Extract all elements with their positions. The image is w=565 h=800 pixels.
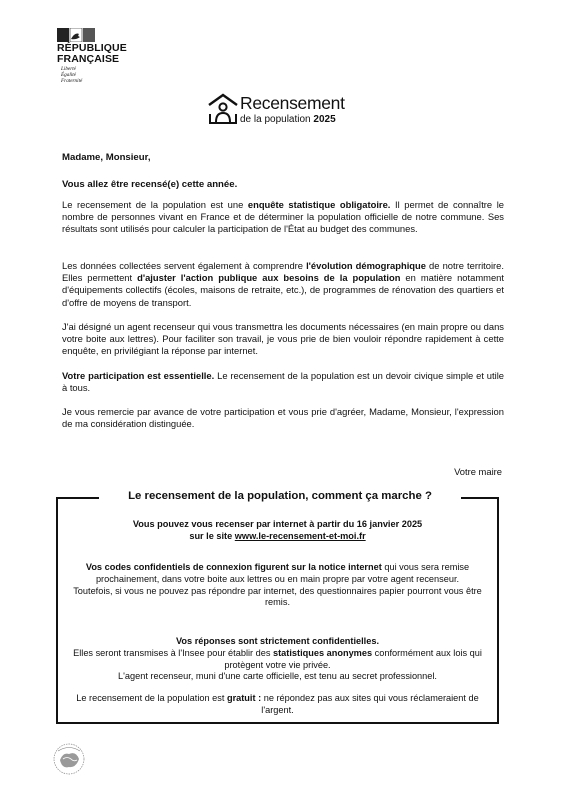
- paragraph-closing: Je vous remercie par avance de votre participation et vous prie d'agréer, Madame, Monsieur, l'expression de ma considération distinguée.: [62, 406, 504, 430]
- republique-francaise-name: [57, 43, 127, 64]
- republic-line-1: RÉPUBLIQUE: [57, 42, 127, 54]
- salutation: Madame, Monsieur,: [62, 152, 151, 163]
- census-logo-title: Recensement: [240, 93, 345, 113]
- motto: [61, 66, 82, 84]
- signature: Votre maire: [454, 466, 502, 477]
- republic-line-2: FRANÇAISE: [57, 52, 120, 65]
- paragraph-purpose: Le recensement de la population est une enquête statistique obligatoire. Il permet de connaître le nombre de personnes vivant en France et de déterminer la population officielle de notre commune. Ses résultats sont utilisés pour calculer la participation de l'État au budget des communes.: [62, 199, 505, 235]
- house-person-icon: [206, 92, 240, 126]
- info-box-title: Le recensement de la population, comment ça marche ?: [99, 487, 461, 505]
- free-info: Le recensement de la population est gratuit : ne répondez pas aux sites qui vous réclameraient de l'argent.: [76, 693, 479, 715]
- census-year: 2025: [313, 114, 336, 125]
- motto-liberte: Liberté: [61, 66, 76, 72]
- marianne-logo-icon: [57, 28, 95, 42]
- paragraph-agent: J'ai désigné un agent recenseur qui vous transmettra les documents nécessaires (en main propre ou dans votre boite aux lettres). Pour faciliter son travail, je vous prie de bien vouloir répondre rapidement à cette enquête, en privilégiant la réponse par internet.: [62, 321, 504, 357]
- paragraph-data-usage: Les données collectées servent également à comprendre l'évolution démographique de notre territoire. Elles permettent d'ajuster l'action publique aux besoins de la population en matière notamment d'équipements collectifs (écoles, maisons de retraite, etc.), de programmes de rénovation des quartiers et d'offre de moyens de transport.: [62, 260, 504, 308]
- paragraph-participation: Votre participation est essentielle. Le recensement de la population est un devoir civique simple et utile à tous.: [62, 370, 505, 394]
- town-stamp-icon: [52, 742, 86, 776]
- motto-egalite: Égalité: [61, 72, 76, 78]
- confidentiality-info: Vos réponses sont strictement confidentielles. Elles seront transmises à l'Insee pour établir des statistiques anonymes conformément aux lois qui protègent votre vie privée. L'agent recenseur, muni d'une carte officielle, est tenu au secret professionnel.: [73, 636, 482, 682]
- census-website-link[interactable]: www.le-recensement-et-moi.fr: [234, 530, 366, 541]
- intro-line: Vous allez être recensé(e) cette année.: [62, 179, 238, 190]
- motto-fraternite: Fraternité: [61, 78, 83, 84]
- codes-info: Vos codes confidentiels de connexion figurent sur la notice internet qui vous sera remise prochainement, dans votre boite aux lettres ou en main propre par votre agent recenseur. Toutefois, si vous ne pouvez pas répondre par internet, des questionnaires papier pourront vous être remis.: [73, 562, 482, 608]
- census-logo-subtitle: de la population 2025: [240, 114, 336, 125]
- online-info: Vous pouvez vous recenser par internet à partir du 16 janvier 2025 sur le site www.le-recensement-et-moi.fr: [132, 519, 423, 541]
